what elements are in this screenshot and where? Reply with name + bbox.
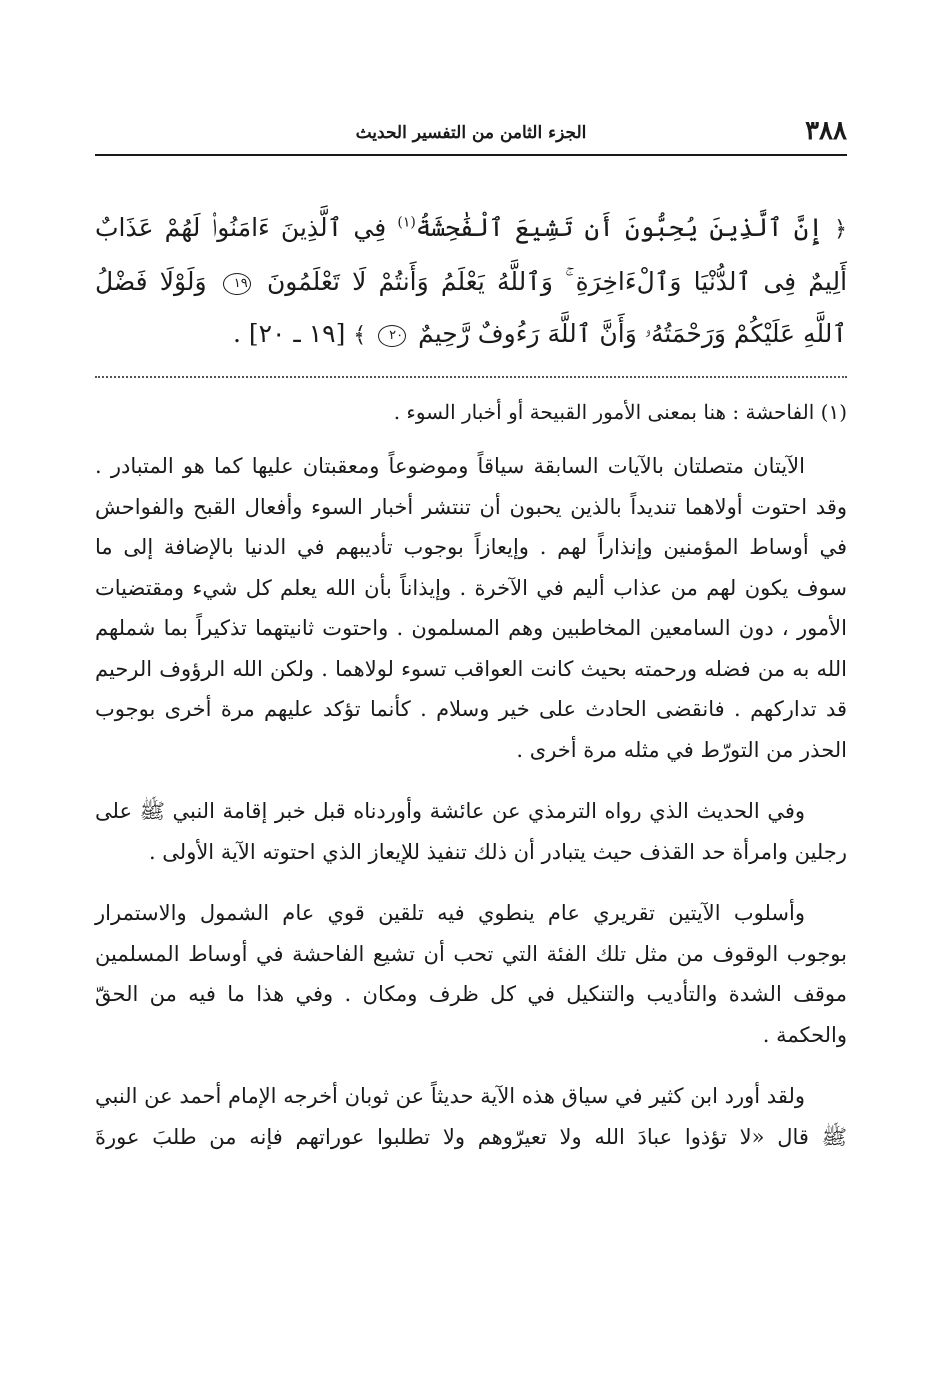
body-paragraph: وأسلوب الآيتين تقريري عام ينطوي فيه تلقين قوي عام الشمول والاستمرار بوجوب الوقوف من مثل تلك الفئة التي تحب أن تشيع الفاحشة في أوساط المسلمين موقف الشدة والتأديب والتنكيل في كل ظرف ومكان . وفي هذا ما فيه من الحقّ والحكمة . [95,901,847,1047]
body-paragraph: الآيتان متصلتان بالآيات السابقة سياقاً وموضوعاً ومعقبتان عليها كما هو المتبادر . وقد احتوت أولاهما تنديداً بالذين يحبون أن تنتشر أخبار السوء وأفعال القبح والفواحش في أوساط المؤمنين وإنذاراً لهم . وإيعازاً بوجوب تأديبهم في الدنيا بالإضافة إلى ما سوف يكون لهم من عذاب أليم في الآخرة . وإيذاناً بأن الله يعلم كل شيء ومقتضيات الأمور ، دون السامعين المخاطبين وهم المسلمون . واحتوت ثانيتهما تذكيراً بما شملهم الله به من فضله ورحمته بحيث كانت العواقب تسوء لولاهما . ولكن الله الرؤوف الرحيم قد تداركهم . فانقضى الحادث على خير وسلام . كأنما تؤكد عليهم مرة أخرى بوجوب الحذر من التورّط في مثله مرة أخرى . [95,454,847,762]
footnote-reference: (١) [397,214,416,231]
verse-open-bracket: ﴿ [834,217,848,242]
verse-text-part-1: إِنَّ ٱلَّذِينَ يُحِبُّونَ أَن تَشِيعَ ٱلْفَٰحِشَةُ [415,213,823,242]
quran-verse-block [95,202,847,362]
verse-text-part-3: وَلَوْلَا فَضْلُ ٱللَّهِ عَلَيْكُمْ وَرَحْمَتُهُۥ وَأَنَّ ٱللَّهَ رَءُوفٌ رَّحِيمٌ [95,267,847,348]
footnote-separator [95,376,847,378]
page-header [95,110,847,156]
ayah-number-marker: ٢٠ [378,325,406,347]
verse-reference: [١٩ ـ ٢٠] . [232,319,346,348]
verse-close-bracket: ﴾ [353,323,367,348]
footnote: (١) الفاحشة : هنا بمعنى الأمور القبيحة أو أخبار السوء . [393,400,847,424]
running-title: الجزء الثامن من التفسير الحديث [355,123,587,143]
body-paragraph: ولقد أورد ابن كثير في سياق هذه الآية حديثاً عن ثوبان أخرجه الإمام أحمد عن النبي ﷺ قال «لا تؤذوا عبادَ الله ولا تعيرّوهم ولا تطلبوا عوراتهم فإنه من طلبَ عورةَ [95,1084,847,1149]
verse-text-part-2: فِي ٱلَّذِينَ ءَامَنُوا۟ لَهُمْ عَذَابٌ أَلِيمٌ فِى ٱلدُّنْيَا وَٱلْءَاخِرَةِ ۚ وَٱللَّهُ يَعْلَمُ وَأَنتُمْ لَا تَعْلَمُونَ [95,213,848,296]
ayah-number-marker: ١٩ [223,273,251,295]
body-paragraph: وفي الحديث الذي رواه الترمذي عن عائشة وأوردناه قبل خبر إقامة النبي ﷺ على رجلين وامرأة حد القذف حيث يتبادر أن ذلك تنفيذ للإيعاز الذي احتوته الآية الأولى . [95,799,847,864]
page-number: ٣٨٨ [805,116,847,146]
book-page [95,110,847,1178]
